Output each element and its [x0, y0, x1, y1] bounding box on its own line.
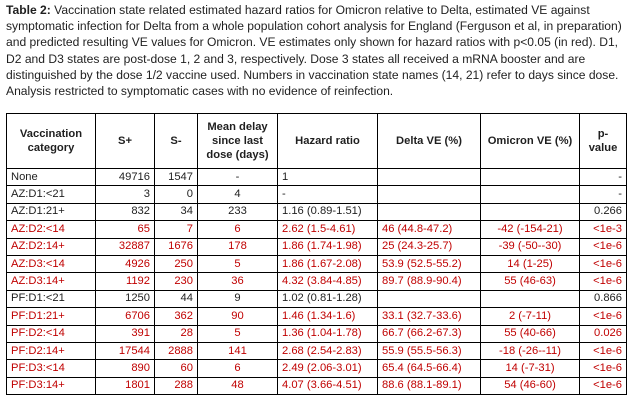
vaccination-table	[6, 113, 627, 395]
delta-ve-cell: 33.1 (32.7-33.6)	[378, 308, 481, 325]
table-caption	[6, 2, 628, 99]
header-delta-ve: Delta VE (%)	[378, 114, 481, 169]
p-value-cell: <1e-6	[580, 308, 627, 325]
delta-ve-cell: 89.7 (88.9-90.4)	[378, 273, 481, 290]
omicron-ve-cell: -42 (-154-21)	[481, 221, 580, 238]
table-row	[7, 290, 627, 307]
p-value-cell: -	[580, 186, 627, 203]
delta-ve-cell	[378, 203, 481, 220]
p-value-cell: <1e-6	[580, 377, 627, 394]
category-cell: AZ:D1:<21	[7, 186, 96, 203]
category-cell: AZ:D3:<14	[7, 255, 96, 272]
table-row	[7, 325, 627, 342]
header-mean-delay: Mean delay since last dose (days)	[198, 114, 278, 169]
s-minus-cell: 288	[155, 377, 198, 394]
p-value-cell: 0.026	[580, 325, 627, 342]
delta-ve-cell	[378, 290, 481, 307]
category-cell: PF:D2:14+	[7, 342, 96, 359]
p-value-cell: <1e-6	[580, 273, 627, 290]
header-vaccination-category: Vaccination category	[7, 114, 96, 169]
delta-ve-cell	[378, 169, 481, 186]
p-value-cell: 0.866	[580, 290, 627, 307]
p-value-cell: <1e-3	[580, 221, 627, 238]
p-value-cell: 0.266	[580, 203, 627, 220]
hazard-ratio-cell: 1.36 (1.04-1.78)	[278, 325, 378, 342]
s-plus-cell: 1801	[96, 377, 155, 394]
hazard-ratio-cell: -	[278, 186, 378, 203]
table-row	[7, 255, 627, 272]
mean-delay-cell: 141	[198, 342, 278, 359]
mean-delay-cell: 5	[198, 325, 278, 342]
p-value-cell: <1e-6	[580, 238, 627, 255]
delta-ve-cell: 55.9 (55.5-56.3)	[378, 342, 481, 359]
hazard-ratio-cell: 2.68 (2.54-2.83)	[278, 342, 378, 359]
mean-delay-cell: 90	[198, 308, 278, 325]
category-cell: AZ:D2:14+	[7, 238, 96, 255]
caption-text: Vaccination state related estimated hazard ratios for Omicron relative to Delta, estimated VE against symptomatic infection for Delta from a whole population cohort analysis for England (Ferguson et al, in preparation) and predicted resulting VE values for Omicron. VE estimates only shown for hazard ratios with p<0.05 (in red). D1, D2 and D3 states are post-dose 1, 2 and 3, respectively. Dose 3 states all received a mRNA booster and are distinguished by the dose 1/2 vaccine used. Numbers in vaccination state names (14, 21) refer to days since dose. Analysis restricted to symptomatic cases with no evidence of reinfection.	[6, 3, 622, 99]
omicron-ve-cell: 14 (-7-31)	[481, 360, 580, 377]
hazard-ratio-cell: 1	[278, 169, 378, 186]
header-row	[7, 114, 627, 169]
table-row	[7, 203, 627, 220]
omicron-ve-cell	[481, 169, 580, 186]
s-minus-cell: 44	[155, 290, 198, 307]
s-minus-cell: 7	[155, 221, 198, 238]
s-minus-cell: 362	[155, 308, 198, 325]
category-cell: None	[7, 169, 96, 186]
s-minus-cell: 1547	[155, 169, 198, 186]
s-minus-cell: 0	[155, 186, 198, 203]
omicron-ve-cell: 55 (46-63)	[481, 273, 580, 290]
hazard-ratio-cell: 1.46 (1.34-1.6)	[278, 308, 378, 325]
table-row	[7, 342, 627, 359]
mean-delay-cell: 4	[198, 186, 278, 203]
delta-ve-cell: 66.7 (66.2-67.3)	[378, 325, 481, 342]
s-plus-cell: 6706	[96, 308, 155, 325]
mean-delay-cell: 9	[198, 290, 278, 307]
s-minus-cell: 2888	[155, 342, 198, 359]
p-value-cell: <1e-6	[580, 342, 627, 359]
delta-ve-cell: 88.6 (88.1-89.1)	[378, 377, 481, 394]
header-s-plus: S+	[96, 114, 155, 169]
s-plus-cell: 4926	[96, 255, 155, 272]
category-cell: PF:D1:21+	[7, 308, 96, 325]
category-cell: PF:D3:14+	[7, 377, 96, 394]
s-plus-cell: 391	[96, 325, 155, 342]
s-plus-cell: 32887	[96, 238, 155, 255]
mean-delay-cell: 5	[198, 255, 278, 272]
table-row	[7, 186, 627, 203]
s-plus-cell: 890	[96, 360, 155, 377]
s-plus-cell: 1250	[96, 290, 155, 307]
mean-delay-cell: 36	[198, 273, 278, 290]
mean-delay-cell: 178	[198, 238, 278, 255]
delta-ve-cell: 53.9 (52.5-55.2)	[378, 255, 481, 272]
mean-delay-cell: 233	[198, 203, 278, 220]
p-value-cell: <1e-6	[580, 360, 627, 377]
table-row	[7, 169, 627, 186]
mean-delay-cell: -	[198, 169, 278, 186]
table-row	[7, 377, 627, 394]
table-row	[7, 360, 627, 377]
omicron-ve-cell: 54 (46-60)	[481, 377, 580, 394]
header-hazard-ratio: Hazard ratio	[278, 114, 378, 169]
table-row	[7, 308, 627, 325]
delta-ve-cell: 65.4 (64.5-66.4)	[378, 360, 481, 377]
omicron-ve-cell	[481, 203, 580, 220]
category-cell: AZ:D3:14+	[7, 273, 96, 290]
hazard-ratio-cell: 2.62 (1.5-4.61)	[278, 221, 378, 238]
s-plus-cell: 49716	[96, 169, 155, 186]
p-value-cell: <1e-6	[580, 255, 627, 272]
hazard-ratio-cell: 1.86 (1.67-2.08)	[278, 255, 378, 272]
omicron-ve-cell	[481, 186, 580, 203]
delta-ve-cell	[378, 186, 481, 203]
s-minus-cell: 60	[155, 360, 198, 377]
hazard-ratio-cell: 1.16 (0.89-1.51)	[278, 203, 378, 220]
mean-delay-cell: 6	[198, 360, 278, 377]
omicron-ve-cell	[481, 290, 580, 307]
category-cell: AZ:D1:21+	[7, 203, 96, 220]
mean-delay-cell: 48	[198, 377, 278, 394]
category-cell: PF:D2:<14	[7, 325, 96, 342]
s-minus-cell: 34	[155, 203, 198, 220]
omicron-ve-cell: 2 (-7-11)	[481, 308, 580, 325]
s-minus-cell: 230	[155, 273, 198, 290]
category-cell: PF:D3:<14	[7, 360, 96, 377]
hazard-ratio-cell: 2.49 (2.06-3.01)	[278, 360, 378, 377]
omicron-ve-cell: -39 (-50--30)	[481, 238, 580, 255]
table-row	[7, 238, 627, 255]
delta-ve-cell: 46 (44.8-47.2)	[378, 221, 481, 238]
s-minus-cell: 250	[155, 255, 198, 272]
hazard-ratio-cell: 4.07 (3.66-4.51)	[278, 377, 378, 394]
category-cell: AZ:D2:<14	[7, 221, 96, 238]
omicron-ve-cell: -18 (-26--11)	[481, 342, 580, 359]
hazard-ratio-cell: 1.02 (0.81-1.28)	[278, 290, 378, 307]
omicron-ve-cell: 14 (1-25)	[481, 255, 580, 272]
s-minus-cell: 1676	[155, 238, 198, 255]
category-cell: PF:D1:<21	[7, 290, 96, 307]
s-plus-cell: 3	[96, 186, 155, 203]
s-plus-cell: 1192	[96, 273, 155, 290]
s-plus-cell: 17544	[96, 342, 155, 359]
s-minus-cell: 28	[155, 325, 198, 342]
table-row	[7, 273, 627, 290]
header-p-value: p-value	[580, 114, 627, 169]
mean-delay-cell: 6	[198, 221, 278, 238]
header-s-minus: S-	[155, 114, 198, 169]
hazard-ratio-cell: 1.86 (1.74-1.98)	[278, 238, 378, 255]
omicron-ve-cell: 55 (40-66)	[481, 325, 580, 342]
header-omicron-ve: Omicron VE (%)	[481, 114, 580, 169]
s-plus-cell: 65	[96, 221, 155, 238]
table-row	[7, 221, 627, 238]
delta-ve-cell: 25 (24.3-25.7)	[378, 238, 481, 255]
caption-label: Table 2:	[6, 3, 51, 17]
p-value-cell: -	[580, 169, 627, 186]
hazard-ratio-cell: 4.32 (3.84-4.85)	[278, 273, 378, 290]
s-plus-cell: 832	[96, 203, 155, 220]
